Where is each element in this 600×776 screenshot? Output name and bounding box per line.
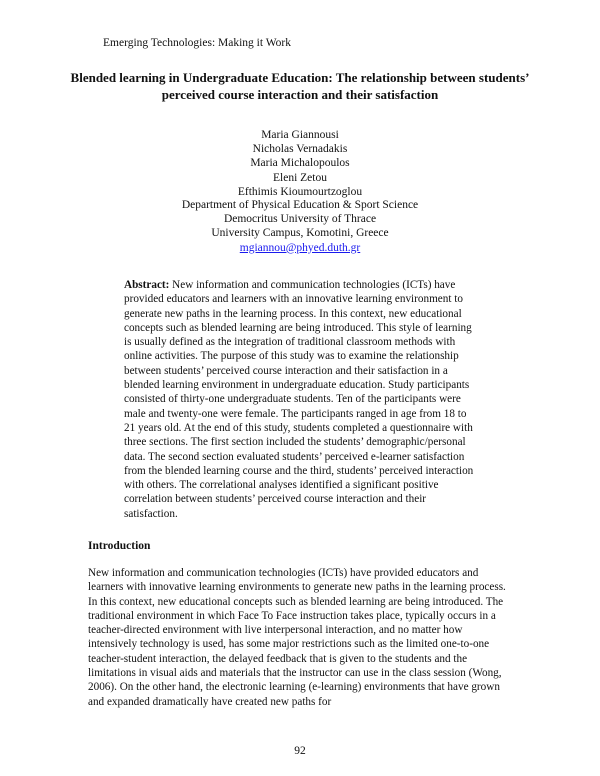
author-list <box>100 128 500 199</box>
author-name: Eleni Zetou <box>273 171 327 184</box>
author-name: Efthimis Kioumourtzoglou <box>237 185 363 198</box>
university: Democritus University of Thrace <box>223 213 377 226</box>
email-link[interactable]: mgiannou@phyed.duth.gr <box>239 241 361 254</box>
author-name: Nicholas Vernadakis <box>252 143 348 156</box>
affiliation-block <box>100 198 500 255</box>
page-number: 92 <box>294 745 306 757</box>
introduction-heading: Introduction <box>88 540 151 552</box>
running-header: Emerging Technologies: Making it Work <box>103 37 291 49</box>
abstract-text: New information and communication technologies (ICTs) have provided educators and learners with an innovative learning environment to generate new paths in the learning process. In this context, new educational concepts such as blended learning are being introduced. This style of learning is usually defined as the integration of traditional classroom methods with online activities. The purpose of this study was to examine the relationship between students’ perceived course interaction and their satisfaction in a blended learning environment in undergraduate education. Study participants consisted of thirty-one undergraduate students. Ten of the participants were male and twenty-one were female. The participants ranged in age from 18 to 21 years old. At the end of this study, students completed a questionnaire with three sections. The first section included the students’ demographic/personal data. The second section evaluated students’ perceived e-learner satisfaction from the blended learning course and the third, students’ perceived interaction with others. The correlational analyses identified a significant positive correlation between students’ perceived course interaction and their satisfaction. <box>124 279 474 520</box>
author-name: Maria Giannousi <box>261 129 339 141</box>
introduction-paragraph: New information and communication technologies (ICTs) have provided educators and learners with innovative learning environments to generate new paths in the learning process. In this context, new educational concepts such as blended learning are being introduced. The traditional environment in which Face To Face instruction takes place, typically occurs in a teacher-directed environment with live interpersonal interaction, and no matter how intensively technology is used, has some major restrictions such as the limited one-to-one teacher-student interaction, the delayed feedback that is given to the students and the limitations in visual aids and materials that the instructor can use in the class session (Wong, 2006). On the other hand, the electronic learning (e-learning) environments that have grown and expanded dramatically have created new paths for <box>88 567 506 708</box>
abstract <box>124 278 476 521</box>
department: Department of Physical Education & Sport Science <box>181 199 419 211</box>
campus-address: University Campus, Komotini, Greece <box>211 227 389 240</box>
abstract-label: Abstract: <box>124 279 170 291</box>
paper-title: Blended learning in Undergraduate Education: The relationship between students’ perceived course interaction and their satisfaction <box>70 70 530 102</box>
author-name: Maria Michalopoulos <box>250 157 350 170</box>
